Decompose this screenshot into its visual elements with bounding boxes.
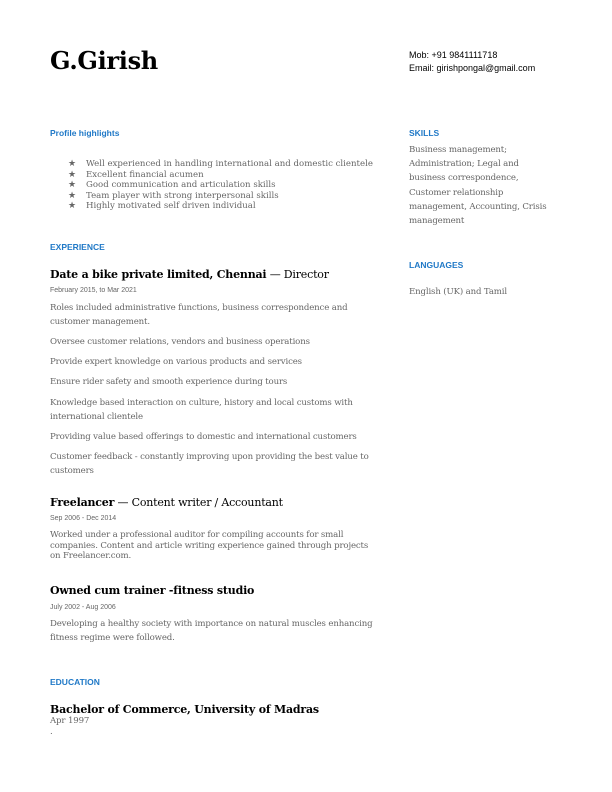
education-heading: EDUCATION [50,677,100,687]
languages-text: English (UK) and Tamil [409,287,508,297]
skills-heading: SKILLS [409,128,440,138]
job-description: Roles included administrative functions, business correspondence and customer management. [50,303,348,327]
list-item: ★ Good communication and articulation skills [68,180,276,190]
profile-highlights-list [68,159,373,212]
mobile-number: Mob: +91 9841111718 [409,50,498,60]
profile-highlights-heading: Profile highlights [50,128,120,138]
skills-text: Business management; Administration; Legal and business correspondence, Customer relationship management, Accounting, Crisis management [409,145,547,227]
job-title [50,496,283,509]
education-note: . [50,727,53,737]
company-name: Date a bike private limited, Chennai [50,268,267,281]
contact-info [409,49,535,75]
education-date: Apr 1997 [50,716,90,726]
company-name: Owned cum trainer -fitness studio [50,584,255,597]
list-item: ★ Team player with strong interpersonal skills [68,190,279,201]
job-dates: February 2015, to Mar 2021 [50,287,137,294]
job-description: Providing value based offerings to domestic and international customers [50,432,357,442]
job-title [50,268,329,281]
star-icon: ★ [68,190,77,201]
languages-heading: LANGUAGES [409,260,464,270]
job-role: — Director [266,268,329,281]
job-description: Provide expert knowledge on various products and services [50,357,302,367]
job-description: Developing a healthy society with importance on natural muscles enhancing fitness regime were followed. [50,619,373,643]
star-icon: ★ [68,159,77,169]
star-icon: ★ [68,201,77,211]
job-dates: July 2002 - Aug 2006 [50,604,116,611]
experience-heading: EXPERIENCE [50,242,105,252]
job-description: Worked under a professional auditor for compiling accounts for small companies. Content and article writing experience gained through projects on Freelancer.com. [50,530,369,561]
company-name: Freelancer [50,496,115,509]
star-icon: ★ [68,169,77,180]
list-item: ★ Highly motivated self driven individual [68,201,256,211]
candidate-name: G.Girish [50,46,158,75]
degree-title: Bachelor of Commerce, University of Madras [50,703,319,716]
job-description: Oversee customer relations, vendors and business operations [50,337,310,347]
list-item: ★ Well experienced in handling international and domestic clientele [68,159,373,169]
job-description: Knowledge based interaction on culture, history and local customs with international clientele [50,398,353,422]
job-description: Customer feedback - constantly improving upon providing the best value to customers [50,452,369,476]
email-address: Email: girishpongal@gmail.com [409,63,536,73]
job-role: — Content writer / Accountant [114,496,283,509]
star-icon: ★ [68,180,77,190]
list-item: ★ Excellent financial acumen [68,169,204,180]
job-title [50,584,254,597]
job-dates: Sep 2006 - Dec 2014 [50,515,117,522]
job-description: Ensure rider safety and smooth experience during tours [50,377,288,387]
